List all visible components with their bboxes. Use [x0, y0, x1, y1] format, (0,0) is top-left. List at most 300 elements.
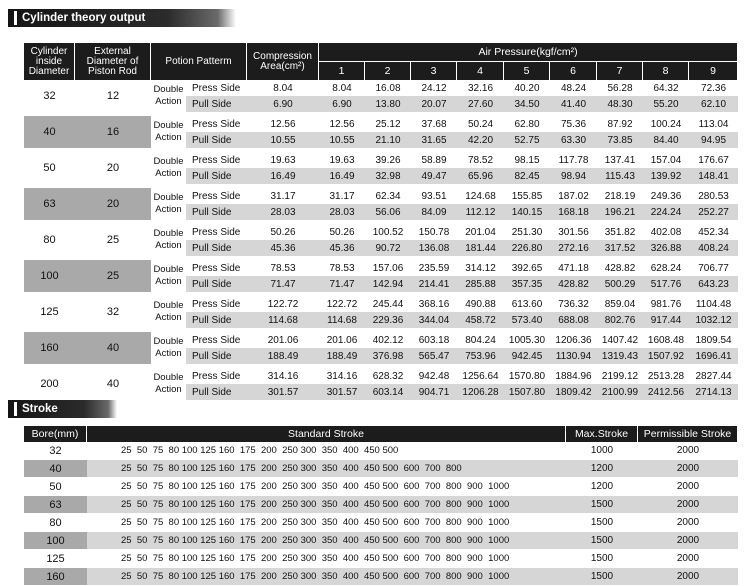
press-output-value: 981.76 — [643, 292, 689, 312]
header-pressure-8: 8 — [643, 61, 689, 80]
press-output-value: 1884.96 — [550, 364, 597, 384]
pull-output-value: 1696.41 — [689, 348, 738, 364]
table-row — [24, 328, 738, 348]
stroke-bore-value: 50 — [24, 478, 87, 496]
pull-output-value: 317.52 — [597, 240, 643, 256]
press-output-value: 859.04 — [597, 292, 643, 312]
press-output-value: 314.12 — [457, 256, 504, 276]
standard-stroke-value: 25 50 75 80 100 125 160 175 200 250 300 350 400 450 500 600 700 800 900 1000 — [87, 550, 566, 568]
pull-output-value: 643.23 — [689, 276, 738, 292]
press-output-value: 2513.28 — [643, 364, 689, 384]
press-area-value: 8.04 — [247, 80, 319, 96]
pull-output-value: 2100.99 — [597, 384, 643, 400]
press-output-value: 249.36 — [643, 184, 689, 204]
pull-output-value: 63.30 — [550, 132, 597, 148]
press-area-value: 50.26 — [247, 220, 319, 240]
section-marker-icon — [14, 402, 17, 416]
press-output-value: 368.16 — [411, 292, 457, 312]
press-output-value: 603.18 — [411, 328, 457, 348]
pull-output-value: 1130.94 — [550, 348, 597, 364]
header-pressure-9: 9 — [689, 61, 738, 80]
press-output-value: 62.34 — [365, 184, 411, 204]
pull-output-value: 45.36 — [319, 240, 365, 256]
rod-value: 16 — [75, 112, 151, 148]
press-output-value: 1256.64 — [457, 364, 504, 384]
press-output-value: 402.12 — [365, 328, 411, 348]
pull-output-value: 1319.43 — [597, 348, 643, 364]
press-output-value: 87.92 — [597, 112, 643, 132]
action-label: Double Action — [151, 256, 186, 292]
bore-value: 200 — [24, 364, 75, 400]
press-output-value: 39.26 — [365, 148, 411, 168]
press-side-label: Press Side — [186, 184, 247, 204]
rod-value: 20 — [75, 184, 151, 220]
header-cylinder-diameter: Cylinder inside Diameter — [24, 43, 75, 80]
max-stroke-value: 1200 — [566, 460, 638, 478]
press-output-value: 471.18 — [550, 256, 597, 276]
press-output-value: 314.16 — [319, 364, 365, 384]
table-row — [24, 442, 738, 460]
pull-side-label: Pull Side — [186, 204, 247, 220]
pull-output-value: 802.76 — [597, 312, 643, 328]
header-pressure-3: 3 — [411, 61, 457, 80]
pull-output-value: 139.92 — [643, 168, 689, 184]
press-output-value: 64.32 — [643, 80, 689, 96]
pull-output-value: 917.44 — [643, 312, 689, 328]
press-output-value: 32.16 — [457, 80, 504, 96]
pull-output-value: 41.40 — [550, 96, 597, 112]
header-potion-pattern: Potion Patterm — [151, 43, 247, 80]
press-output-value: 245.44 — [365, 292, 411, 312]
action-label: Double Action — [151, 148, 186, 184]
max-stroke-value: 1500 — [566, 532, 638, 550]
press-output-value: 1407.42 — [597, 328, 643, 348]
press-output-value: 187.02 — [550, 184, 597, 204]
press-output-value: 201.06 — [319, 328, 365, 348]
pull-output-value: 65.96 — [457, 168, 504, 184]
press-output-value: 706.77 — [689, 256, 738, 276]
press-side-label: Press Side — [186, 292, 247, 312]
press-side-label: Press Side — [186, 256, 247, 276]
pull-output-value: 224.24 — [643, 204, 689, 220]
pull-output-value: 458.72 — [457, 312, 504, 328]
stroke-bore-value: 80 — [24, 514, 87, 532]
pull-output-value: 142.94 — [365, 276, 411, 292]
pull-output-value: 285.88 — [457, 276, 504, 292]
standard-stroke-value: 25 50 75 80 100 125 160 175 200 250 300 350 400 450 500 600 700 800 900 1000 — [87, 496, 566, 514]
press-output-value: 16.08 — [365, 80, 411, 96]
rod-value: 40 — [75, 364, 151, 400]
theory-section-title: Cylinder theory output — [22, 12, 146, 24]
table-row — [24, 514, 738, 532]
pull-output-value: 31.65 — [411, 132, 457, 148]
pull-output-value: 229.36 — [365, 312, 411, 328]
pull-area-value: 10.55 — [247, 132, 319, 148]
pull-output-value: 34.50 — [504, 96, 550, 112]
bore-value: 160 — [24, 328, 75, 364]
pull-output-value: 49.47 — [411, 168, 457, 184]
bore-value: 50 — [24, 148, 75, 184]
pull-output-value: 48.30 — [597, 96, 643, 112]
max-stroke-value: 1500 — [566, 514, 638, 532]
stroke-bore-value: 40 — [24, 460, 87, 478]
table-row — [24, 80, 738, 96]
press-side-label: Press Side — [186, 328, 247, 348]
press-output-value: 251.30 — [504, 220, 550, 240]
standard-stroke-value: 25 50 75 80 100 125 160 175 200 250 300 350 400 450 500 600 700 800 900 1000 — [87, 568, 566, 586]
pull-output-value: 27.60 — [457, 96, 504, 112]
table-row — [24, 532, 738, 550]
pull-output-value: 603.14 — [365, 384, 411, 400]
permissible-stroke-value: 2000 — [638, 496, 738, 514]
stroke-bore-value: 63 — [24, 496, 87, 514]
press-output-value: 37.68 — [411, 112, 457, 132]
permissible-stroke-value: 2000 — [638, 568, 738, 586]
pull-output-value: 1809.42 — [550, 384, 597, 400]
pull-output-value: 408.24 — [689, 240, 738, 256]
press-output-value: 124.68 — [457, 184, 504, 204]
press-side-label: Press Side — [186, 148, 247, 168]
rod-value: 12 — [106, 90, 120, 102]
rod-value: 25 — [75, 220, 151, 256]
pull-side-label: Pull Side — [186, 348, 247, 364]
standard-stroke-value: 25 50 75 80 100 125 160 175 200 250 300 350 400 450 500 600 700 800 — [87, 460, 566, 478]
action-label: Double Action — [151, 220, 186, 256]
permissible-stroke-value: 2000 — [638, 460, 738, 478]
press-output-value: 48.24 — [550, 80, 597, 96]
press-output-value: 235.59 — [411, 256, 457, 276]
press-output-value: 117.78 — [550, 148, 597, 168]
press-output-value: 452.34 — [689, 220, 738, 240]
pull-area-value: 301.57 — [247, 384, 319, 400]
pull-output-value: 148.41 — [689, 168, 738, 184]
rod-value: 40 — [75, 328, 151, 364]
pull-area-value: 114.68 — [247, 312, 319, 328]
table-row — [24, 148, 738, 168]
stroke-bore-value: 160 — [24, 568, 87, 586]
press-output-value: 40.20 — [504, 80, 550, 96]
table-row — [24, 184, 738, 204]
press-output-value: 280.53 — [689, 184, 738, 204]
press-output-value: 1005.30 — [504, 328, 550, 348]
pull-output-value: 344.04 — [411, 312, 457, 328]
press-area-value: 31.17 — [247, 184, 319, 204]
pull-output-value: 428.82 — [550, 276, 597, 292]
permissible-stroke-value: 2000 — [638, 532, 738, 550]
press-output-value: 218.19 — [597, 184, 643, 204]
max-stroke-value: 1500 — [566, 496, 638, 514]
section-marker-icon — [14, 11, 17, 25]
pull-output-value: 272.16 — [550, 240, 597, 256]
press-area-value: 314.16 — [247, 364, 319, 384]
press-output-value: 301.56 — [550, 220, 597, 240]
press-output-value: 201.04 — [457, 220, 504, 240]
permissible-stroke-value: 2000 — [638, 478, 738, 496]
header-pressure-5: 5 — [504, 61, 550, 80]
stroke-bore-value: 32 — [24, 442, 87, 460]
pull-output-value: 942.45 — [504, 348, 550, 364]
pull-side-label: Pull Side — [186, 276, 247, 292]
pull-output-value: 6.90 — [319, 96, 365, 112]
press-output-value: 613.60 — [504, 292, 550, 312]
pull-side-label: Pull Side — [186, 168, 247, 184]
press-output-value: 72.36 — [689, 80, 738, 96]
pull-output-value: 62.10 — [689, 96, 738, 112]
bore-value: 80 — [24, 220, 75, 256]
press-output-value: 31.17 — [319, 184, 365, 204]
pull-side-label: Pull Side — [186, 132, 247, 148]
pull-output-value: 98.94 — [550, 168, 597, 184]
pull-output-value: 168.18 — [550, 204, 597, 220]
table-row — [24, 112, 738, 132]
press-side-label: Press Side — [186, 220, 247, 240]
action-label: Double Action — [151, 328, 186, 364]
press-output-value: 351.82 — [597, 220, 643, 240]
pull-output-value: 500.29 — [597, 276, 643, 292]
pull-area-value: 71.47 — [247, 276, 319, 292]
press-output-value: 113.04 — [689, 112, 738, 132]
pull-output-value: 13.80 — [365, 96, 411, 112]
header-bore: Bore(mm) — [24, 426, 87, 442]
pull-output-value: 188.49 — [319, 348, 365, 364]
press-output-value: 137.41 — [597, 148, 643, 168]
header-pressure-6: 6 — [550, 61, 597, 80]
press-output-value: 804.24 — [457, 328, 504, 348]
press-output-value: 50.26 — [319, 220, 365, 240]
press-side-label: Press Side — [186, 80, 247, 96]
standard-stroke-value: 25 50 75 80 100 125 160 175 200 250 300 350 400 450 500 600 700 800 900 1000 — [87, 514, 566, 532]
bore-value: 40 — [24, 112, 75, 148]
pull-output-value: 376.98 — [365, 348, 411, 364]
pull-output-value: 84.09 — [411, 204, 457, 220]
pull-output-value: 2714.13 — [689, 384, 738, 400]
pull-output-value: 326.88 — [643, 240, 689, 256]
pull-output-value: 73.85 — [597, 132, 643, 148]
press-area-value: 19.63 — [247, 148, 319, 168]
table-row — [24, 550, 738, 568]
press-output-value: 58.89 — [411, 148, 457, 168]
pull-output-value: 1032.12 — [689, 312, 738, 328]
press-output-value: 98.15 — [504, 148, 550, 168]
table-row — [24, 220, 738, 240]
press-output-value: 24.12 — [411, 80, 457, 96]
pull-output-value: 10.55 — [319, 132, 365, 148]
press-area-value: 78.53 — [247, 256, 319, 276]
table-row — [24, 496, 738, 514]
pull-output-value: 84.40 — [643, 132, 689, 148]
pull-output-value: 904.71 — [411, 384, 457, 400]
press-side-label: Press Side — [186, 112, 247, 132]
pull-output-value: 82.45 — [504, 168, 550, 184]
max-stroke-value: 1500 — [566, 550, 638, 568]
table-row — [24, 460, 738, 478]
press-output-value: 100.24 — [643, 112, 689, 132]
press-output-value: 1570.80 — [504, 364, 550, 384]
pull-output-value: 114.68 — [319, 312, 365, 328]
pull-output-value: 226.80 — [504, 240, 550, 256]
pull-output-value: 181.44 — [457, 240, 504, 256]
permissible-stroke-value: 2000 — [638, 550, 738, 568]
max-stroke-value: 1500 — [566, 568, 638, 586]
table-row — [24, 256, 738, 276]
pull-output-value: 1206.28 — [457, 384, 504, 400]
pull-area-value: 45.36 — [247, 240, 319, 256]
action-label: Double Action — [151, 112, 186, 148]
pull-side-label: Pull Side — [186, 240, 247, 256]
press-output-value: 150.78 — [411, 220, 457, 240]
header-pressure-4: 4 — [457, 61, 504, 80]
pull-output-value: 32.98 — [365, 168, 411, 184]
header-pressure-7: 7 — [597, 61, 643, 80]
pull-output-value: 28.03 — [319, 204, 365, 220]
pull-output-value: 688.08 — [550, 312, 597, 328]
pull-output-value: 71.47 — [319, 276, 365, 292]
press-output-value: 12.56 — [319, 112, 365, 132]
table-row — [24, 364, 738, 384]
press-output-value: 942.48 — [411, 364, 457, 384]
press-output-value: 1206.36 — [550, 328, 597, 348]
action-label: Double Action — [151, 364, 186, 400]
pull-output-value: 21.10 — [365, 132, 411, 148]
press-output-value: 736.32 — [550, 292, 597, 312]
pull-output-value: 1507.80 — [504, 384, 550, 400]
pull-output-value: 90.72 — [365, 240, 411, 256]
bore-value: 32 — [43, 90, 56, 102]
header-max-stroke: Max.Stroke — [566, 426, 638, 442]
press-output-value: 157.06 — [365, 256, 411, 276]
permissible-stroke-value: 2000 — [638, 514, 738, 532]
header-rod-diameter: External Diameter of Piston Rod — [75, 43, 151, 80]
rod-value: 25 — [75, 256, 151, 292]
pull-output-value: 214.41 — [411, 276, 457, 292]
table-row — [24, 568, 738, 586]
press-output-value: 100.52 — [365, 220, 411, 240]
rod-value: 20 — [75, 148, 151, 184]
pull-output-value: 301.57 — [319, 384, 365, 400]
pull-output-value: 20.07 — [411, 96, 457, 112]
press-output-value: 56.28 — [597, 80, 643, 96]
header-permissible-stroke: Permissible Stroke — [638, 426, 738, 442]
pull-output-value: 2412.56 — [643, 384, 689, 400]
press-area-value: 12.56 — [247, 112, 319, 132]
press-output-value: 392.65 — [504, 256, 550, 276]
table-row — [24, 292, 738, 312]
bore-value: 100 — [24, 256, 75, 292]
pull-area-value: 188.49 — [247, 348, 319, 364]
stroke-section-title: Stroke — [22, 403, 58, 415]
press-area-value: 122.72 — [247, 292, 319, 312]
pull-side-label: Pull Side — [186, 96, 247, 112]
press-output-value: 93.51 — [411, 184, 457, 204]
press-output-value: 75.36 — [550, 112, 597, 132]
press-output-value: 1809.54 — [689, 328, 738, 348]
theory-section-header — [8, 9, 236, 27]
press-output-value: 122.72 — [319, 292, 365, 312]
pull-output-value: 94.95 — [689, 132, 738, 148]
cylinder-theory-table — [24, 43, 738, 400]
max-stroke-value: 1200 — [566, 478, 638, 496]
stroke-bore-value: 100 — [24, 532, 87, 550]
header-pressure-1: 1 — [319, 61, 365, 80]
bore-value: 63 — [24, 184, 75, 220]
press-output-value: 490.88 — [457, 292, 504, 312]
press-output-value: 176.67 — [689, 148, 738, 168]
action-label: Double Action — [153, 84, 184, 107]
press-output-value: 402.08 — [643, 220, 689, 240]
standard-stroke-value: 25 50 75 80 100 125 160 175 200 250 300 350 400 450 500 600 700 800 900 1000 — [87, 532, 566, 550]
press-output-value: 628.24 — [643, 256, 689, 276]
press-side-label: Press Side — [186, 364, 247, 384]
stroke-bore-value: 125 — [24, 550, 87, 568]
pull-side-label: Pull Side — [186, 312, 247, 328]
pull-output-value: 196.21 — [597, 204, 643, 220]
press-output-value: 8.04 — [319, 80, 365, 96]
header-compression-area: Compression Area(cm²) — [247, 43, 319, 80]
pull-output-value: 753.96 — [457, 348, 504, 364]
press-output-value: 157.04 — [643, 148, 689, 168]
pull-area-value: 16.49 — [247, 168, 319, 184]
permissible-stroke-value: 2000 — [638, 442, 738, 460]
header-pressure-2: 2 — [365, 61, 411, 80]
action-label: Double Action — [151, 184, 186, 220]
press-area-value: 201.06 — [247, 328, 319, 348]
pull-output-value: 357.35 — [504, 276, 550, 292]
pull-output-value: 517.76 — [643, 276, 689, 292]
pull-output-value: 56.06 — [365, 204, 411, 220]
pull-area-value: 6.90 — [247, 96, 319, 112]
pull-output-value: 140.15 — [504, 204, 550, 220]
header-standard-stroke: Standard Stroke — [87, 426, 566, 442]
press-output-value: 25.12 — [365, 112, 411, 132]
stroke-section-header — [8, 400, 117, 418]
pull-side-label: Pull Side — [186, 384, 247, 400]
action-label: Double Action — [151, 292, 186, 328]
rod-value: 32 — [75, 292, 151, 328]
pull-output-value: 1507.92 — [643, 348, 689, 364]
standard-stroke-value: 25 50 75 80 100 125 160 175 200 250 300 350 400 450 500 600 700 800 900 1000 — [87, 478, 566, 496]
pull-area-value: 28.03 — [247, 204, 319, 220]
bore-value: 125 — [24, 292, 75, 328]
table-row — [24, 478, 738, 496]
press-output-value: 62.80 — [504, 112, 550, 132]
press-output-value: 155.85 — [504, 184, 550, 204]
press-output-value: 1608.48 — [643, 328, 689, 348]
pull-output-value: 573.40 — [504, 312, 550, 328]
pull-output-value: 42.20 — [457, 132, 504, 148]
header-air-pressure: Air Pressure(kgf/cm²) — [319, 43, 738, 61]
press-output-value: 428.82 — [597, 256, 643, 276]
max-stroke-value: 1000 — [566, 442, 638, 460]
pull-output-value: 52.75 — [504, 132, 550, 148]
theory-section-bar — [8, 9, 236, 27]
pull-output-value: 112.12 — [457, 204, 504, 220]
press-output-value: 2199.12 — [597, 364, 643, 384]
pull-output-value: 55.20 — [643, 96, 689, 112]
pull-output-value: 115.43 — [597, 168, 643, 184]
pull-output-value: 565.47 — [411, 348, 457, 364]
pull-output-value: 252.27 — [689, 204, 738, 220]
stroke-table — [24, 426, 738, 586]
press-output-value: 19.63 — [319, 148, 365, 168]
press-output-value: 1104.48 — [689, 292, 738, 312]
pull-output-value: 16.49 — [319, 168, 365, 184]
press-output-value: 78.53 — [319, 256, 365, 276]
press-output-value: 628.32 — [365, 364, 411, 384]
pull-output-value: 136.08 — [411, 240, 457, 256]
press-output-value: 50.24 — [457, 112, 504, 132]
press-output-value: 2827.44 — [689, 364, 738, 384]
stroke-section-bar — [8, 400, 117, 418]
